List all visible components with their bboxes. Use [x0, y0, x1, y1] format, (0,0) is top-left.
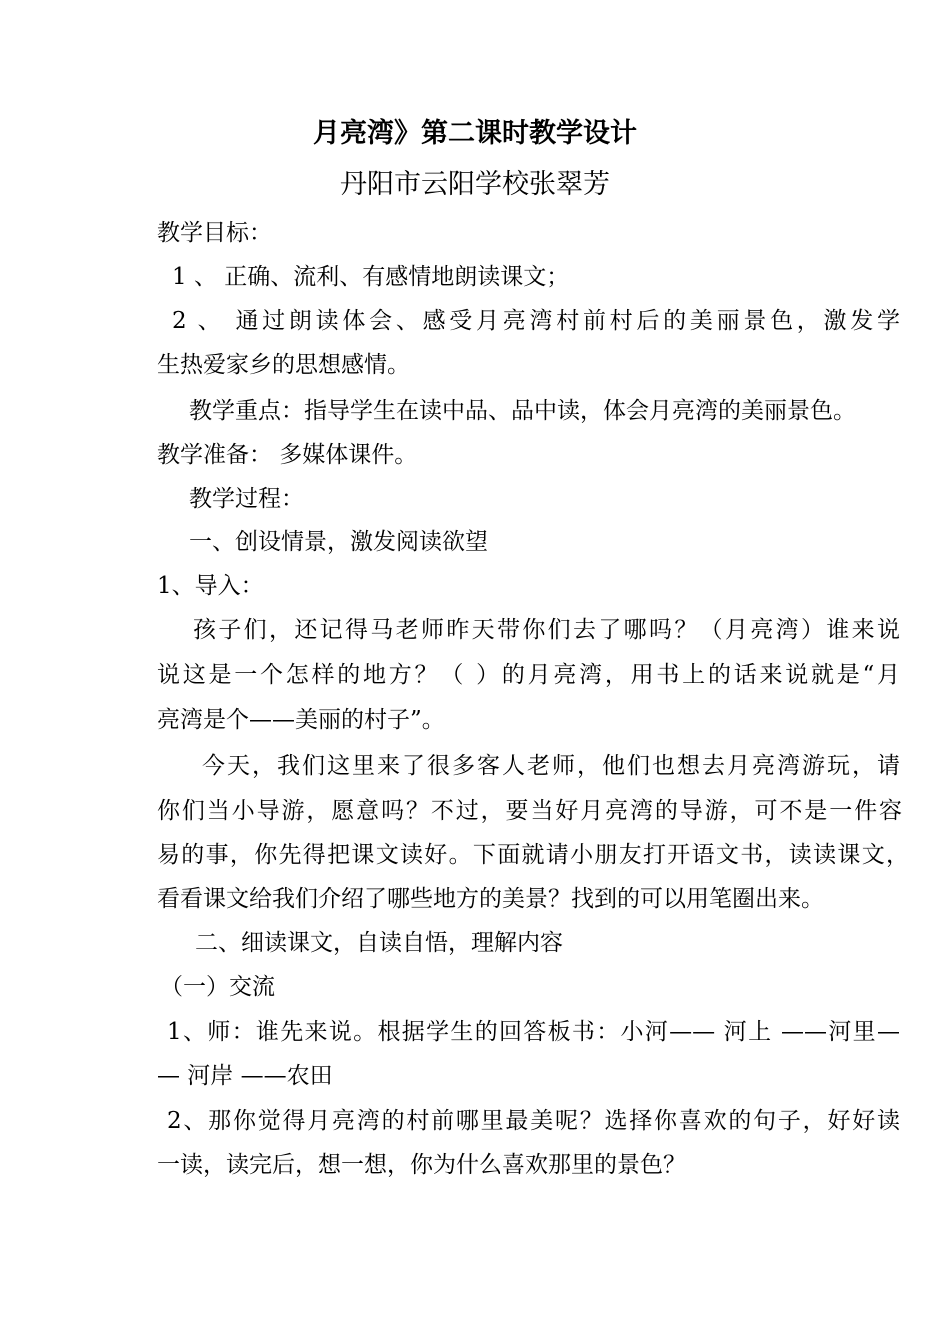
subsection-1-heading: （一）交流	[160, 974, 275, 1000]
item-1: 1、导入：	[157, 573, 264, 599]
paragraph-2-line-3: 易的事，你先得把课文读好。下面就请小朋友打开语文书，读读课文，	[157, 842, 909, 868]
author-line: 丹阳市云阳学校张翠芳	[340, 169, 610, 200]
section-2-heading: 二、细读课文，自读自悟，理解内容	[195, 930, 563, 956]
paragraph-2-line-1: 今天，我们这里来了很多客人老师，他们也想去月亮湾游玩，请	[202, 753, 900, 779]
objective-2-line-1: 2 、 通过朗读体会、感受月亮湾村前村后的美丽景色，激发学	[172, 308, 900, 334]
objective-1: 1 、 正确、流利、有感情地朗读课文；	[172, 264, 570, 290]
step-2-line-1: 2、那你觉得月亮湾的村前哪里最美呢？选择你喜欢的句子，好好读	[167, 1108, 900, 1134]
paragraph-2-line-2: 你们当小导游，愿意吗？不过，要当好月亮湾的导游，可不是一件容	[157, 798, 902, 824]
key-point: 教学重点：指导学生在读中品、品中读，体会月亮湾的美丽景色。	[189, 398, 856, 424]
paragraph-1-line-3: 亮湾是个——美丽的村子”。	[157, 707, 445, 733]
paragraph-1-line-2: 说这是一个怎样的地方？（ ）的月亮湾，用书上的话来说就是“月	[157, 662, 900, 688]
step-2-line-2: 一读，读完后，想一想，你为什么喜欢那里的景色？	[157, 1152, 686, 1178]
objective-2-line-2: 生热爱家乡的思想感情。	[157, 352, 410, 378]
step-1-line-2: — 河岸 ——农田	[157, 1063, 333, 1089]
objectives-heading: 教学目标：	[157, 220, 272, 246]
step-1-line-1: 1、师：谁先来说。根据学生的回答板书：小河—— 河上 ——河里—	[167, 1019, 900, 1045]
paragraph-2-line-4: 看看课文给我们介绍了哪些地方的美景？找到的可以用笔圈出来。	[157, 886, 824, 912]
document-title: 月亮湾》第二课时教学设计	[313, 118, 637, 149]
process-heading: 教学过程：	[189, 486, 304, 512]
preparation: 教学准备： 多媒体课件。	[157, 442, 418, 468]
paragraph-1-line-1: 孩子们，还记得马老师昨天带你们去了哪吗？（月亮湾）谁来说	[193, 617, 900, 643]
section-1-heading: 一、创设情景，激发阅读欲望	[189, 529, 488, 555]
